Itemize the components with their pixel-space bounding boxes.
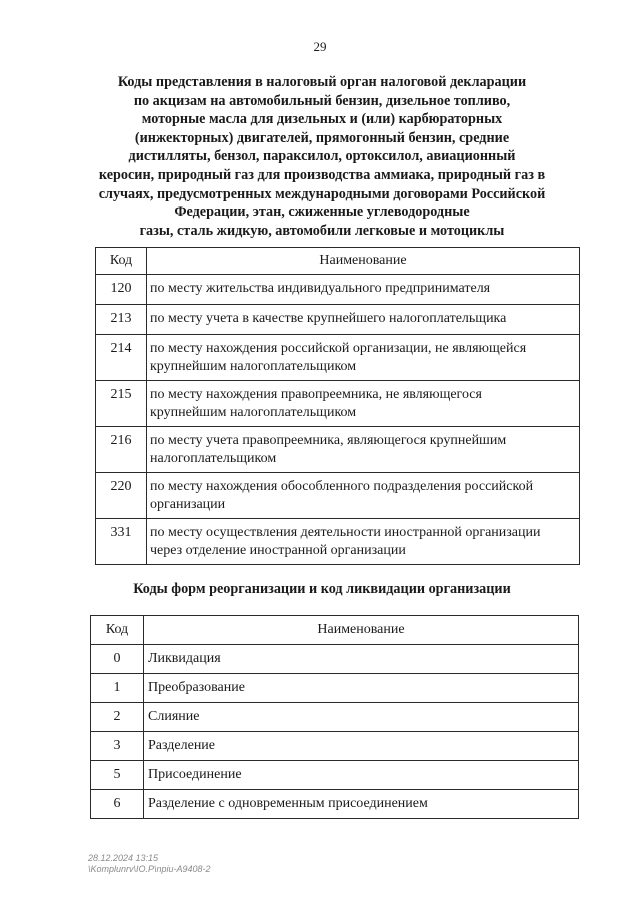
code-cell: 216: [96, 427, 147, 473]
reorganization-codes-table: [90, 615, 579, 819]
title-line: Коды представления в налоговый орган налоговой декларации: [117, 74, 527, 90]
table-row: [91, 761, 579, 790]
table-row: [91, 732, 579, 761]
name-line: крупнейшим налогоплательщиком: [150, 359, 357, 374]
title-line: по акцизам на автомобильный бензин, дизельное топливо,: [133, 92, 511, 109]
name-line: по месту нахождения российской организации, не являющейся: [150, 341, 527, 356]
page-number: 29: [313, 39, 327, 54]
code-cell: 5: [91, 761, 144, 790]
table-row: [96, 473, 580, 519]
table-row: [96, 381, 580, 427]
name-cell: Слияние: [144, 703, 579, 732]
name-cell: [147, 335, 580, 381]
page-title: [80, 73, 564, 240]
code-cell: 331: [96, 519, 147, 565]
document-stamp: [88, 853, 211, 875]
title-line: дистилляты, бензол, параксилол, ортоксилол, авиационный: [128, 148, 516, 165]
name-line: по месту жительства индивидуального предпринимателя: [150, 281, 491, 296]
table-row: [96, 519, 580, 565]
name-cell: Разделение с одновременным присоединением: [144, 790, 579, 819]
title-line: (инжекторных) двигателей, прямогонный бензин, средние: [134, 129, 510, 146]
code-cell: 213: [96, 305, 147, 335]
code-cell: 2: [91, 703, 144, 732]
table-row: [91, 645, 579, 674]
table-row: [96, 305, 580, 335]
title-line: газы, сталь жидкую, автомобили легковые и мотоциклы: [139, 222, 505, 239]
name-line: через отделение иностранной организации: [150, 543, 406, 558]
name-cell: Присоединение: [144, 761, 579, 790]
name-cell: [147, 473, 580, 519]
table-row: [96, 427, 580, 473]
name-cell: [147, 519, 580, 565]
table-header-row: [96, 248, 580, 275]
name-cell: [147, 305, 580, 335]
code-cell: 0: [91, 645, 144, 674]
name-line: крупнейшим налогоплательщиком: [150, 405, 357, 420]
table-row: [96, 335, 580, 381]
name-cell: Ликвидация: [144, 645, 579, 674]
stamp-path: \Komplunrv\IO.P\npiu-A9408-2: [88, 864, 211, 874]
name-cell: Преобразование: [144, 674, 579, 703]
title-line: Федерации, этан, сжиженные углеводородные: [174, 204, 470, 221]
column-header-name: Наименование: [144, 616, 579, 645]
title-line: случаях, предусмотренных международными договорами Российской: [98, 185, 546, 202]
name-cell: [147, 381, 580, 427]
code-cell: 3: [91, 732, 144, 761]
code-cell: 215: [96, 381, 147, 427]
stamp-date: 28.12.2024 13:15: [88, 853, 159, 863]
name-line: налогоплательщиком: [150, 451, 277, 466]
table-row: [91, 674, 579, 703]
title-line: моторные масла для дизельных и (или) карбюраторных: [141, 111, 503, 128]
name-cell: Разделение: [144, 732, 579, 761]
column-header-code: Код: [91, 616, 144, 645]
column-header-code: Код: [96, 248, 147, 275]
name-cell: [147, 275, 580, 305]
table-header-row: [91, 616, 579, 645]
name-line: по месту нахождения обособленного подразделения российской: [150, 479, 534, 494]
table-row: [91, 703, 579, 732]
section-heading: Коды форм реорганизации и код ликвидации организации: [133, 581, 511, 597]
code-cell: 1: [91, 674, 144, 703]
title-line: керосин, природный газ для производства аммиака, природный газ в: [98, 166, 546, 183]
name-line: по месту нахождения правопреемника, не являющегося: [150, 387, 482, 402]
name-line: по месту учета в качестве крупнейшего налогоплательщика: [150, 311, 507, 326]
name-line: по месту осуществления деятельности иностранной организации: [150, 525, 541, 540]
table-row: [96, 275, 580, 305]
name-line: организации: [150, 497, 226, 512]
code-cell: 6: [91, 790, 144, 819]
name-line: по месту учета правопреемника, являющегося крупнейшим: [150, 433, 507, 448]
code-cell: 220: [96, 473, 147, 519]
table-row: [91, 790, 579, 819]
name-cell: [147, 427, 580, 473]
code-cell: 120: [96, 275, 147, 305]
column-header-name: Наименование: [147, 248, 580, 275]
declaration-codes-table: [95, 247, 580, 565]
code-cell: 214: [96, 335, 147, 381]
